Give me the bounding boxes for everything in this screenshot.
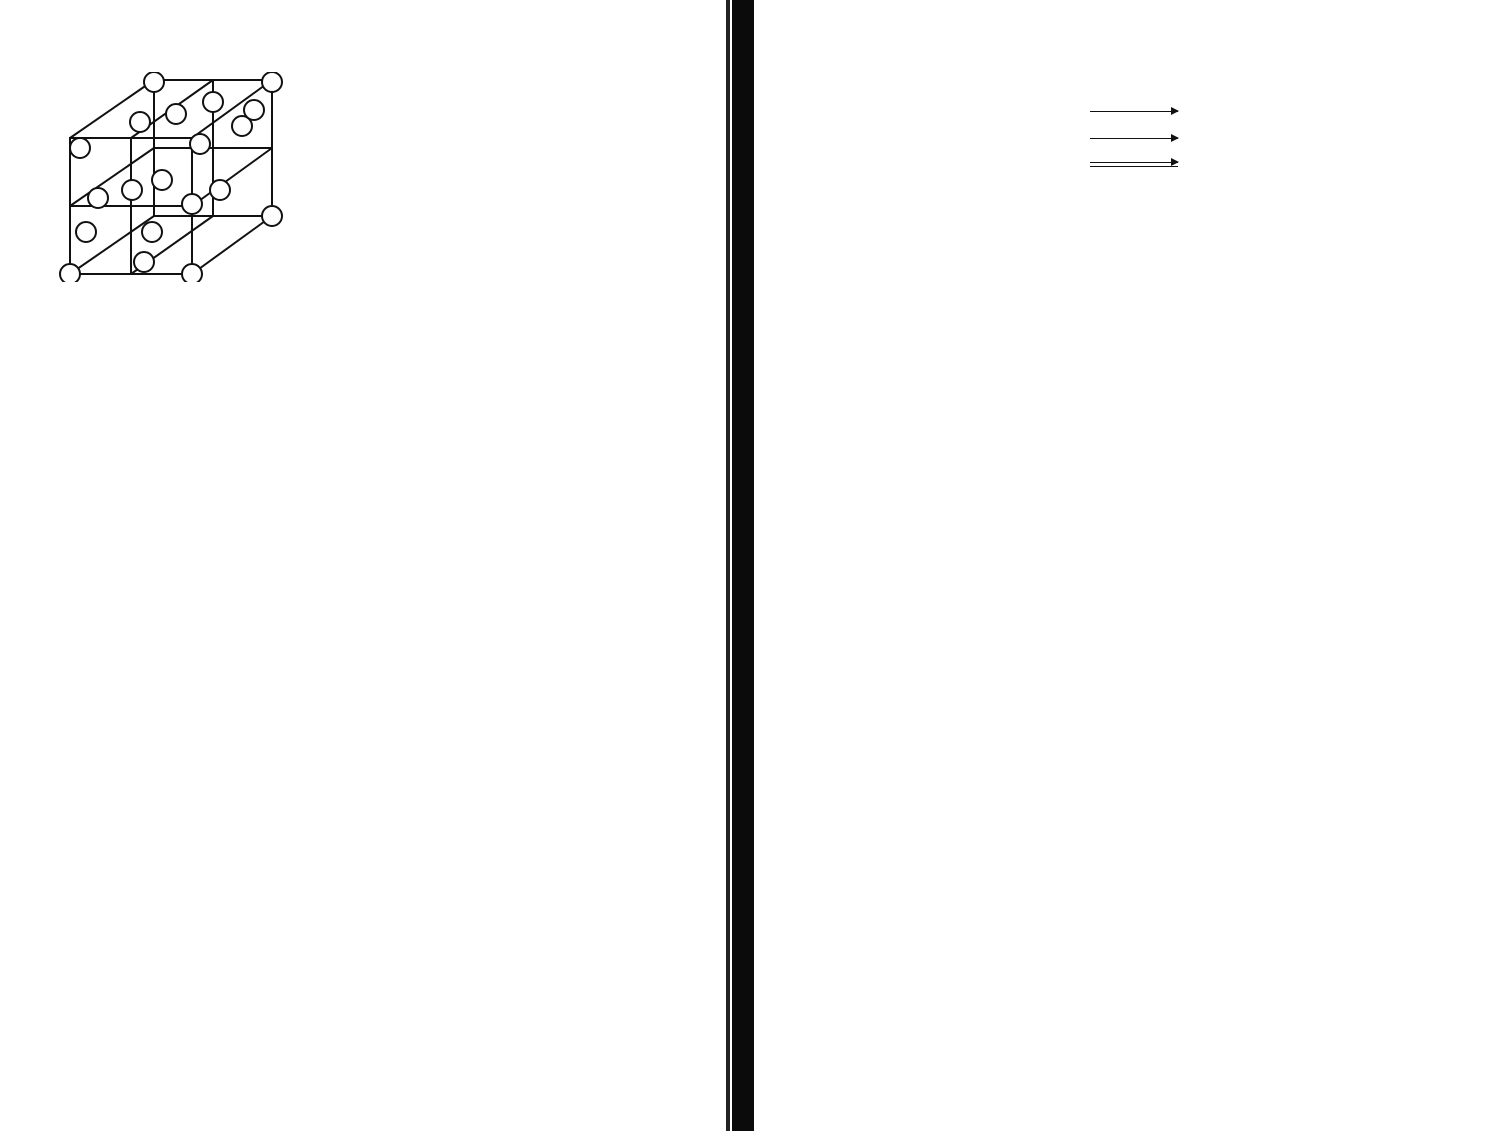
right-page (764, 0, 1508, 1131)
book-spine (732, 0, 754, 1131)
reaction-row (804, 153, 1464, 176)
equation-cell (1134, 84, 1464, 86)
table-row (804, 84, 1464, 86)
arrow-line (1090, 138, 1178, 139)
right-body (804, 76, 1464, 188)
spine-shadow (726, 0, 730, 1131)
arrow-line (1090, 162, 1178, 167)
arrow (1090, 137, 1178, 140)
left-body (46, 72, 690, 381)
reaction-row (804, 100, 1464, 123)
reaction-block (804, 100, 1464, 176)
arrow-line (1090, 111, 1178, 112)
halogen-equations (804, 82, 1464, 86)
arrow (1090, 110, 1178, 113)
arrow (1090, 161, 1178, 168)
figure-beta-w-structure (44, 72, 296, 368)
reaction-row (804, 127, 1464, 150)
crystal-structure-diagram (44, 72, 296, 282)
equation-cell (804, 84, 1134, 86)
left-page (0, 0, 716, 1131)
